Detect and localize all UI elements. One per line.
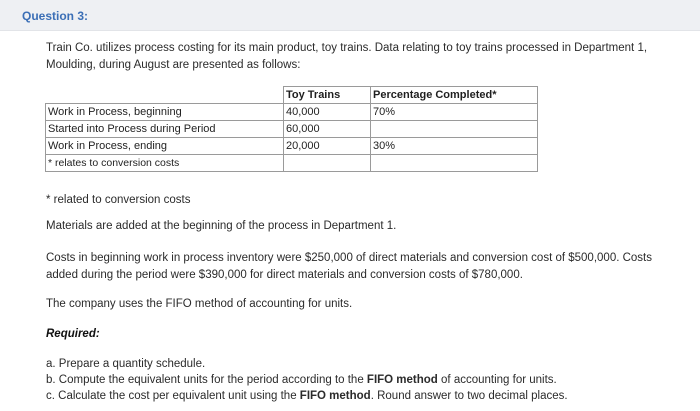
table-header-toy-trains: Toy Trains [284, 87, 371, 104]
task-c-bold: FIFO method [299, 390, 371, 402]
table-cell: Work in Process, ending [46, 138, 284, 155]
table-cell: 20,000 [284, 138, 371, 155]
task-c-text: c. Calculate the cost per equivalent unit using the [46, 390, 300, 402]
table-cell: Work in Process, beginning [46, 104, 284, 121]
table-cell: 60,000 [284, 121, 371, 138]
task-b-tail: of accounting for units. [437, 374, 557, 386]
table-cell: Started into Process during Period [46, 121, 284, 138]
table-cell [371, 121, 538, 138]
table-header-percentage: Percentage Completed* [371, 87, 538, 104]
table-cell: 40,000 [284, 104, 371, 121]
table-cell: 30% [371, 138, 538, 155]
materials-note: Materials are added at the beginning of the process in Department 1. [46, 220, 397, 232]
table-note-row [46, 155, 538, 172]
table-row [46, 104, 538, 121]
method-note: The company uses the FIFO method of accounting for units. [46, 298, 353, 310]
data-table [45, 86, 538, 172]
table-header-row [46, 87, 538, 104]
question-label: Question 3: [22, 9, 89, 23]
task-b [46, 372, 666, 388]
task-c [46, 388, 666, 404]
table-row [46, 121, 538, 138]
task-c-tail: . Round answer to two decimal places. [370, 390, 568, 402]
task-a: a. Prepare a quantity schedule. [46, 358, 206, 370]
task-b-bold: FIFO method [366, 374, 438, 386]
table-cell [284, 155, 371, 172]
task-b-text: b. Compute the equivalent units for the period according to the [46, 374, 367, 386]
table-cell [371, 155, 538, 172]
question-header [0, 0, 700, 31]
table-cell: * relates to conversion costs [46, 155, 284, 172]
footnote: * related to conversion costs [46, 194, 191, 206]
task-list [46, 356, 666, 404]
table-cell: 70% [371, 104, 538, 121]
required-heading: Required: [46, 328, 100, 340]
table-header-blank [46, 87, 284, 104]
table-row [46, 138, 538, 155]
costs-paragraph: Costs in beginning work in process inventory were $250,000 of direct materials and conversion cost of $500,000. Costs added during the period were $390,000 for direct materials and conversion costs of $780,000. [46, 252, 652, 281]
intro-paragraph: Train Co. utilizes process costing for its main product, toy trains. Data relating to toy trains processed in Department 1, Moulding, during August are presented as follows: [46, 42, 648, 71]
